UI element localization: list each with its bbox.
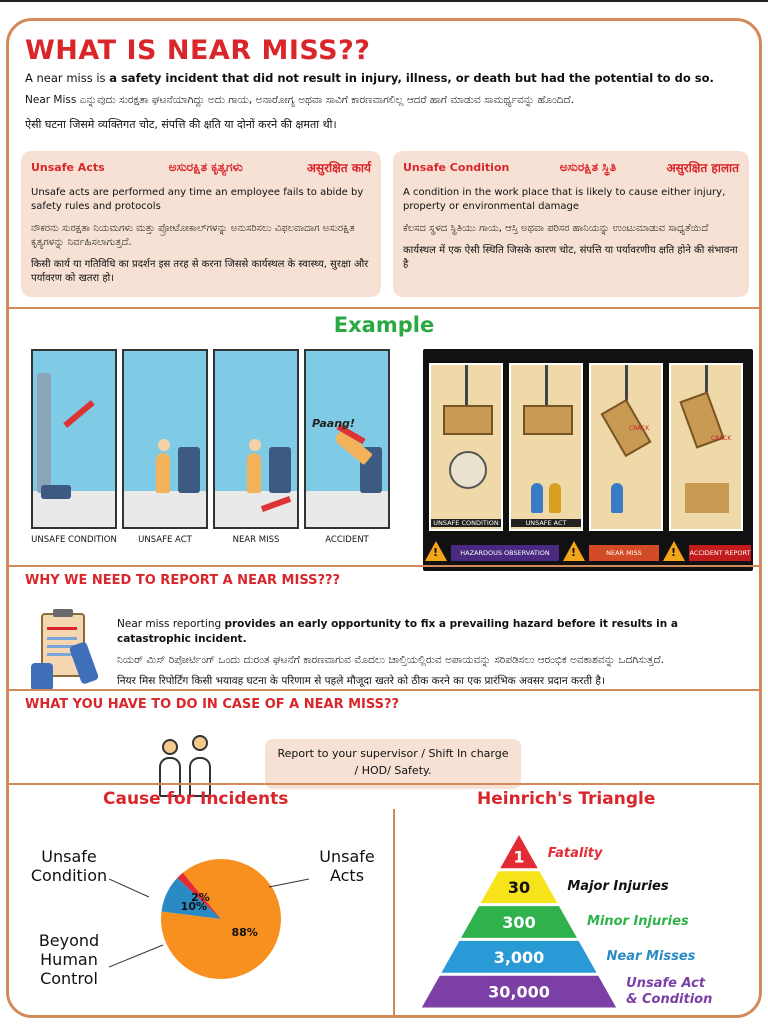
divider-why-top <box>9 565 759 567</box>
strip-hazardous-observation: HAZARDOUS OBSERVATION <box>451 545 559 561</box>
definition-hi: ऐसी घटना जिसमे व्यक्तिगत चोट, संपत्ति की क्षति या दोनों करने की क्षमता थी। <box>25 118 337 131</box>
divider-charts-top <box>9 783 759 785</box>
comic-sfx: Paang! <box>312 417 355 430</box>
comic-panel-unsafe-act <box>122 349 208 529</box>
why-text-en <box>117 617 741 647</box>
report-line-2: / HOD/ Safety. <box>354 764 432 777</box>
clipboard-row-shape <box>47 627 77 630</box>
worker-shape-2 <box>549 483 561 513</box>
person-head-shape <box>162 739 178 755</box>
comic-panel-near-miss <box>213 349 299 529</box>
why-text-hi: नियर मिस रिपोर्टिंग किसी भयावह घटना के परिणाम से पहले मौजूदा खतरे को ठीक करने का एक प्रारंभिक अवसर प्रदान करती है। <box>117 675 605 687</box>
report-instruction <box>265 739 521 789</box>
unsafe-acts-text-hi: किसी कार्य या गतिविधि का प्रदर्शन इस तरह से करना जिससे कार्यस्थल के स्वास्थ्य, सुरक्षा और पर्यावरण को खतरा हो। <box>31 259 369 284</box>
pie-leader-line-2 <box>109 945 163 967</box>
example-title: Example <box>333 313 435 337</box>
people-icon <box>157 733 223 797</box>
crane-panel-unsafe-act <box>509 363 583 531</box>
triangle-label-2 <box>587 914 689 930</box>
unsafe-acts-title-kn: ಅಸುರಕ್ಷಿತ ಕೃತ್ಯಗಳು <box>168 160 243 174</box>
door-shape <box>37 373 51 493</box>
crane-panel-unsafe-condition <box>429 363 503 531</box>
unsafe-acts-box <box>21 151 381 297</box>
caption-unsafe-act: UNSAFE ACT <box>138 535 192 545</box>
triangle-label-line-2-0: Minor Injuries <box>586 914 689 929</box>
unsafe-acts-title-hi: असुरक्षित कार्य <box>306 161 371 175</box>
pie-value-label-0: 88% <box>231 926 258 940</box>
crane-load-shape <box>443 405 493 435</box>
caption-unsafe-condition: UNSAFE CONDITION <box>31 535 117 545</box>
triangle-label-4 <box>626 976 712 1008</box>
caption-accident: ACCIDENT <box>325 535 369 545</box>
incident-strip <box>423 541 753 567</box>
triangle-label-line-0-0: Fatality <box>547 845 603 861</box>
crane-cable-shape <box>465 365 468 405</box>
worker-head-shape <box>158 439 170 451</box>
heinrich-triangle <box>419 815 619 1011</box>
unsafe-condition-text-kn: ಕೆಲಸದ ಸ್ಥಳದ ಸ್ಥಿತಿಯು ಗಾಯ, ಆಸ್ತಿ ಅಥವಾ ಪರಿಸರ ಹಾನಿಯನ್ನು ಉಂಟುಮಾಡುವ ಸಾಧ್ಯತೆಯಿದೆ <box>403 223 709 234</box>
unsafe-acts-title-en: Unsafe Acts <box>31 161 105 174</box>
crane-label-unsafe-condition: UNSAFE CONDITION <box>431 519 501 527</box>
unsafe-condition-text-hi: कार्यस्थल में एक ऐसी स्थिति जिसके कारण चोट, संपत्ति या पर्यावरणीय क्षति होने की संभावना है <box>403 245 738 270</box>
worker-shape <box>156 453 170 493</box>
warning-icon-3 <box>663 541 685 561</box>
triangle-label-line-3-0: Near Misses <box>606 948 696 964</box>
worker-head-shape <box>249 439 261 451</box>
worker-shape <box>247 453 261 493</box>
strip-near-miss: NEAR MISS <box>589 545 659 561</box>
unsafe-condition-box <box>393 151 749 297</box>
crane-example <box>423 349 753 571</box>
page-title: WHAT IS NEAR MISS?? <box>25 35 371 66</box>
pie-value-label-2: 2% <box>191 891 210 905</box>
crane-label-unsafe-act: UNSAFE ACT <box>511 519 581 527</box>
person-head-shape-2 <box>192 735 208 751</box>
machine-shape <box>178 447 200 493</box>
pie-label-beyond-control: Beyond Human Control <box>38 931 100 988</box>
triangle-label-line-4-0: Unsafe Act <box>626 975 706 991</box>
triangle-label-1 <box>567 879 668 895</box>
unsafe-condition-title-en: Unsafe Condition <box>403 161 510 174</box>
why-text-kn: ನಿಯರ್ ಮಿಸ್ ರಿಪೋರ್ಟಿಂಗ್ ಒಂದು ದುರಂತ ಘಟನೆಗೆ ಕಾರಣವಾಗುವ ಮೊದಲು ಚಾಲ್ತಿಯಲ್ಲಿರುವ ಅಪಾಯವನ್ನು ಸರಿಪಡಿಸಲು ಆರಂಭಿಕ ಅವಕಾಶವನ್ನು ಒದಗಿಸುತ್ತದೆ. <box>117 654 665 666</box>
triangle-label-0 <box>548 846 603 862</box>
pie-label-unsafe-acts: Unsafe Acts <box>319 847 375 885</box>
triangle-value-0: 1 <box>513 847 525 867</box>
definition-kn: Near Miss ಎನ್ನುವುದು ಸುರಕ್ಷತಾ ಘಟನೆಯಾಗಿದ್ದು ಅದು ಗಾಯ, ಅನಾರೋಗ್ಯ ಅಥವಾ ಸಾವಿಗೆ ಕಾರಣವಾಗಲಿಲ್ಲ ಆದರೆ ಹಾಗೆ ಮಾಡುವ ಸಾಮರ್ಥ್ಯವನ್ನು ಹೊಂದಿದೆ. <box>25 94 575 106</box>
clipboard-row-shape <box>47 637 77 640</box>
top-rule <box>0 0 768 2</box>
comic-panel-unsafe-condition <box>31 349 117 529</box>
triangle-label-3 <box>607 949 696 965</box>
floor-shape <box>306 491 388 527</box>
triangle-value-4: 30,000 <box>488 982 550 1002</box>
triangle-value-2: 300 <box>502 913 536 932</box>
crack-text-2: CRACK <box>711 435 732 442</box>
poster-frame <box>6 18 762 1018</box>
pie-chart-title: Cause for Incidents <box>103 789 289 809</box>
warning-mark: ! <box>671 546 677 559</box>
triangle-title: Heinrich's Triangle <box>477 789 656 809</box>
loose-pipe-shape <box>63 400 94 428</box>
crane-cable-shape <box>545 365 548 405</box>
fallen-object-shape <box>41 485 71 499</box>
clipboard-clip-shape <box>53 609 73 617</box>
pie-label-unsafe-condition: Unsafe Condition <box>30 847 108 885</box>
pie-chart <box>109 827 309 1007</box>
divider-todo-top <box>9 689 759 691</box>
comic-panel-accident <box>304 349 390 529</box>
why-text <box>117 617 741 695</box>
clipboard-icon <box>31 613 91 693</box>
crane-panel-accident <box>669 363 743 531</box>
todo-title: WHAT YOU HAVE TO DO IN CASE OF A NEAR MISS?? <box>25 697 400 712</box>
strip-accident-report: ACCIDENT REPORT <box>689 545 751 561</box>
crushed-load-shape <box>685 483 729 513</box>
caption-near-miss: NEAR MISS <box>232 535 280 545</box>
magnify-circle-shape <box>449 451 487 489</box>
hand-shape <box>31 663 53 691</box>
warning-mark: ! <box>433 546 439 559</box>
worker-shape <box>611 483 623 513</box>
triangle-label-line-4-1: & Condition <box>626 991 713 1007</box>
pie-leader-line-1 <box>269 879 309 887</box>
why-title: WHY WE NEED TO REPORT A NEAR MISS??? <box>25 573 341 588</box>
crane-panel-near-miss <box>589 363 663 531</box>
floor-shape <box>124 491 206 527</box>
crane-load-shape <box>523 405 573 435</box>
triangle-label-line-1-0: Major Injuries <box>567 879 669 895</box>
unsafe-acts-text-en: Unsafe acts are performed any time an employee fails to abide by safety rules and protocols <box>31 187 364 212</box>
charts-vertical-divider <box>393 809 395 1015</box>
report-line-1: Report to your supervisor / Shift In charge <box>277 747 509 760</box>
warning-mark: ! <box>571 546 577 559</box>
unsafe-condition-text-en: A condition in the work place that is likely to cause either injury, property or environmental damage <box>403 187 726 212</box>
definition-en-pre: A near miss is <box>25 71 110 85</box>
divider-example-top <box>9 307 759 309</box>
pie-leader-line-0 <box>109 879 149 897</box>
unsafe-acts-heading <box>31 159 371 176</box>
crack-text: CRACK <box>629 425 650 432</box>
why-text-en-bold: provides an early opportunity to fix a prevailing hazard before it results in a catastrophic incident. <box>117 618 678 645</box>
unsafe-condition-heading <box>403 159 739 176</box>
definition-en <box>25 71 714 85</box>
unsafe-condition-title-kn: ಅಸುರಕ್ಷಿತ ಸ್ಥಿತಿ <box>559 160 617 174</box>
pie-value-label-1: 10% <box>180 900 208 914</box>
why-text-en-pre: Near miss reporting <box>117 618 225 630</box>
unsafe-acts-text-kn: ನೌಕರನು ಸುರಕ್ಷತಾ ನಿಯಮಗಳು ಮತ್ತು ಪ್ರೋಟೋಕಾಲ್‌ಗಳನ್ನು ಅನುಸರಿಸಲು ವಿಫಲವಾದಾಗ ಅಸುರಕ್ಷಿತ ಕೃತ್ಯಗಳನ್ನು ನಿರ್ವಹಿಸಲಾಗುತ್ತದೆ. <box>31 223 355 248</box>
warning-icon <box>425 541 447 561</box>
worker-shape <box>531 483 543 513</box>
warning-icon-2 <box>563 541 585 561</box>
definition-en-bold: a safety incident that did not result in injury, illness, or death but had the potential to do so. <box>109 71 714 85</box>
unsafe-condition-title-hi: असुरक्षित हालात <box>666 161 739 175</box>
triangle-value-1: 30 <box>507 878 531 898</box>
triangle-value-3: 3,000 <box>493 947 545 967</box>
machine-shape <box>269 447 291 493</box>
